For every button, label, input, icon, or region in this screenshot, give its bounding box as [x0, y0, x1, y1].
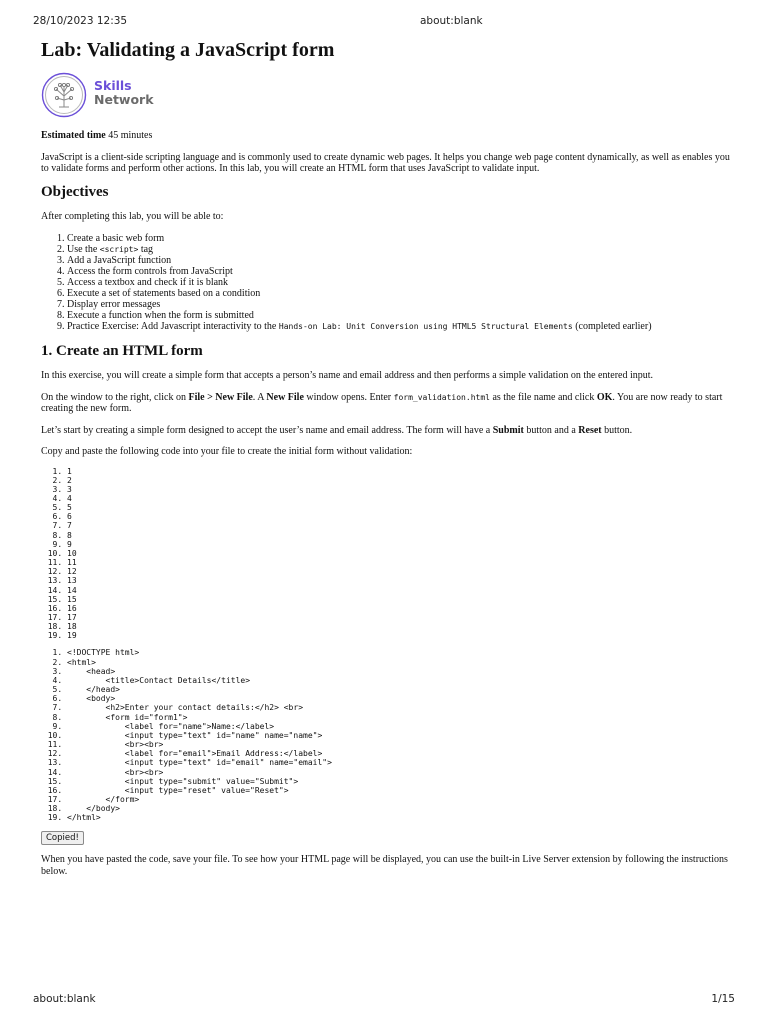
- inline-code: <script>: [99, 245, 139, 254]
- estimated-time: [41, 130, 731, 142]
- copy-code-button[interactable]: Copied!: [41, 831, 84, 845]
- line-number: 2. 2: [67, 476, 731, 485]
- line-number: 3. 3: [67, 485, 731, 494]
- section-paragraph: In this exercise, you will create a simple form that accepts a person’s name and email address and then performs a simple validation on the entered input.: [41, 370, 654, 381]
- print-page-number: 1/15: [711, 993, 735, 1005]
- code-line: 19. </html>: [67, 813, 731, 822]
- code-line: 5. </head>: [67, 685, 731, 694]
- code-line: 3. <head>: [67, 667, 731, 676]
- estimated-time-value: 45 minutes: [108, 130, 153, 141]
- code-line: 13. <input type="text" id="email" name="email">: [67, 758, 731, 767]
- skills-network-logo: [41, 72, 731, 120]
- code-line: 10. <input type="text" id="name" name="name">: [67, 731, 731, 740]
- print-footer-url: about:blank: [33, 993, 96, 1005]
- objectives-list: [41, 233, 731, 332]
- objectives-intro: After completing this lab, you will be able to:: [41, 210, 224, 222]
- print-header: [33, 15, 735, 29]
- document-page: [41, 36, 731, 877]
- code-line: 16. <input type="reset" value="Reset">: [67, 786, 731, 795]
- objective-item: 1. Create a basic web form: [67, 233, 731, 244]
- objective-item: 3. Add a JavaScript function: [67, 255, 731, 266]
- text-run: On the window to the right, click on: [41, 391, 189, 403]
- line-number: 18. 18: [67, 622, 731, 631]
- line-number: 10. 10: [67, 549, 731, 558]
- line-number: 15. 15: [67, 595, 731, 604]
- text-run: Let’s start by creating a simple form designed to accept the user’s name and email address. The form will have a: [41, 424, 493, 436]
- line-number: 4. 4: [67, 494, 731, 503]
- text-run: button.: [601, 424, 633, 436]
- code-line: 14. <br><br>: [67, 768, 731, 777]
- line-number: 13. 13: [67, 576, 731, 585]
- line-number: 11. 11: [67, 558, 731, 567]
- code-line: 17. </form>: [67, 795, 731, 804]
- line-number: 17. 17: [67, 613, 731, 622]
- code-line: 9. <label for="name">Name:</label>: [67, 722, 731, 731]
- page-title: Lab: Validating a JavaScript form: [41, 39, 335, 61]
- text-run: button and a: [523, 424, 579, 436]
- text-run: window opens. Enter: [303, 391, 394, 403]
- line-number: 6. 6: [67, 512, 731, 521]
- line-number: 7. 7: [67, 521, 731, 530]
- section-paragraph: Copy and paste the following code into your file to create the initial form without validation:: [41, 446, 413, 457]
- print-footer: [33, 993, 735, 1007]
- objective-item: 4. Access the form controls from JavaScript: [67, 266, 731, 277]
- intro-paragraph: JavaScript is a client-side scripting language and is commonly used to create dynamic web pages. It helps you change web page content dynamically, as well as enables you to validate forms and perform other actions. In this lab, you will create an HTML form that uses JavaScript to validate input.: [41, 151, 730, 174]
- objectives-heading: Objectives: [41, 183, 109, 200]
- skills-network-logo-icon: [41, 72, 89, 118]
- section-paragraph: [41, 425, 731, 437]
- code-line: 11. <br><br>: [67, 740, 731, 749]
- code-line: 15. <input type="submit" value="Submit">: [67, 777, 731, 786]
- submit-label: Submit: [492, 424, 524, 436]
- code-line: 8. <form id="form1">: [67, 713, 731, 722]
- code-line: 2. <html>: [67, 658, 731, 667]
- estimated-time-label: Estimated time: [41, 130, 106, 141]
- line-number: 12. 12: [67, 567, 731, 576]
- objective-item: 7. Display error messages: [67, 299, 731, 310]
- code-line: 18. </body>: [67, 804, 731, 813]
- text-run: . A: [252, 391, 267, 403]
- line-number: 14. 14: [67, 586, 731, 595]
- line-number: 19. 19: [67, 631, 731, 640]
- menu-path: File > New File: [188, 391, 253, 403]
- text-run: as the file name and click: [489, 391, 597, 403]
- section-paragraph: [41, 392, 731, 415]
- section-paragraph: When you have pasted the code, save your file. To see how your HTML page will be displayed, you can use the built-in Live Server extension by following the instructions below.: [41, 854, 728, 877]
- code-line: 12. <label for="email">Email Address:</label>: [67, 749, 731, 758]
- objective-text: tag: [138, 244, 154, 255]
- print-datetime: 28/10/2023 12:35: [33, 15, 128, 27]
- line-number: 1. 1: [67, 467, 731, 476]
- inline-code: Hands-on Lab: Unit Conversion using HTML5 Structural Elements: [278, 322, 573, 331]
- objective-item: 8. Execute a function when the form is submitted: [67, 310, 731, 321]
- logo-line-skills: Skills: [94, 78, 132, 93]
- code-line: 6. <body>: [67, 694, 731, 703]
- print-page-url: about:blank: [420, 15, 483, 27]
- code-line-numbers: [41, 467, 731, 641]
- section-heading: 1. Create an HTML form: [41, 343, 203, 359]
- line-number: 9. 9: [67, 540, 731, 549]
- code-line: 1. <!DOCTYPE html>: [67, 648, 731, 657]
- objective-item: [67, 244, 731, 255]
- ok-label: OK: [596, 391, 613, 403]
- inline-code: form_validation.html: [393, 392, 490, 402]
- objective-item: 5. Access a textbox and check if it is blank: [67, 277, 731, 288]
- line-number: 5. 5: [67, 503, 731, 512]
- code-line: 4. <title>Contact Details</title>: [67, 676, 731, 685]
- objective-text: Use the: [67, 244, 100, 255]
- objective-text: (completed earlier): [572, 321, 652, 332]
- objective-item: [67, 321, 731, 332]
- line-number: 16. 16: [67, 604, 731, 613]
- window-name: New File: [266, 391, 304, 403]
- code-line: 7. <h2>Enter your contact details:</h2> <br>: [67, 703, 731, 712]
- line-number: 8. 8: [67, 531, 731, 540]
- code-block: [41, 648, 731, 822]
- skills-network-wordmark: [94, 79, 154, 107]
- objective-text: Practice Exercise: Add Javascript interactivity to the: [67, 321, 279, 332]
- text-run: . You are now ready to start creating the new form.: [41, 391, 723, 414]
- logo-line-network: Network: [94, 92, 154, 107]
- objective-item: 6. Execute a set of statements based on a condition: [67, 288, 731, 299]
- reset-label: Reset: [578, 424, 602, 436]
